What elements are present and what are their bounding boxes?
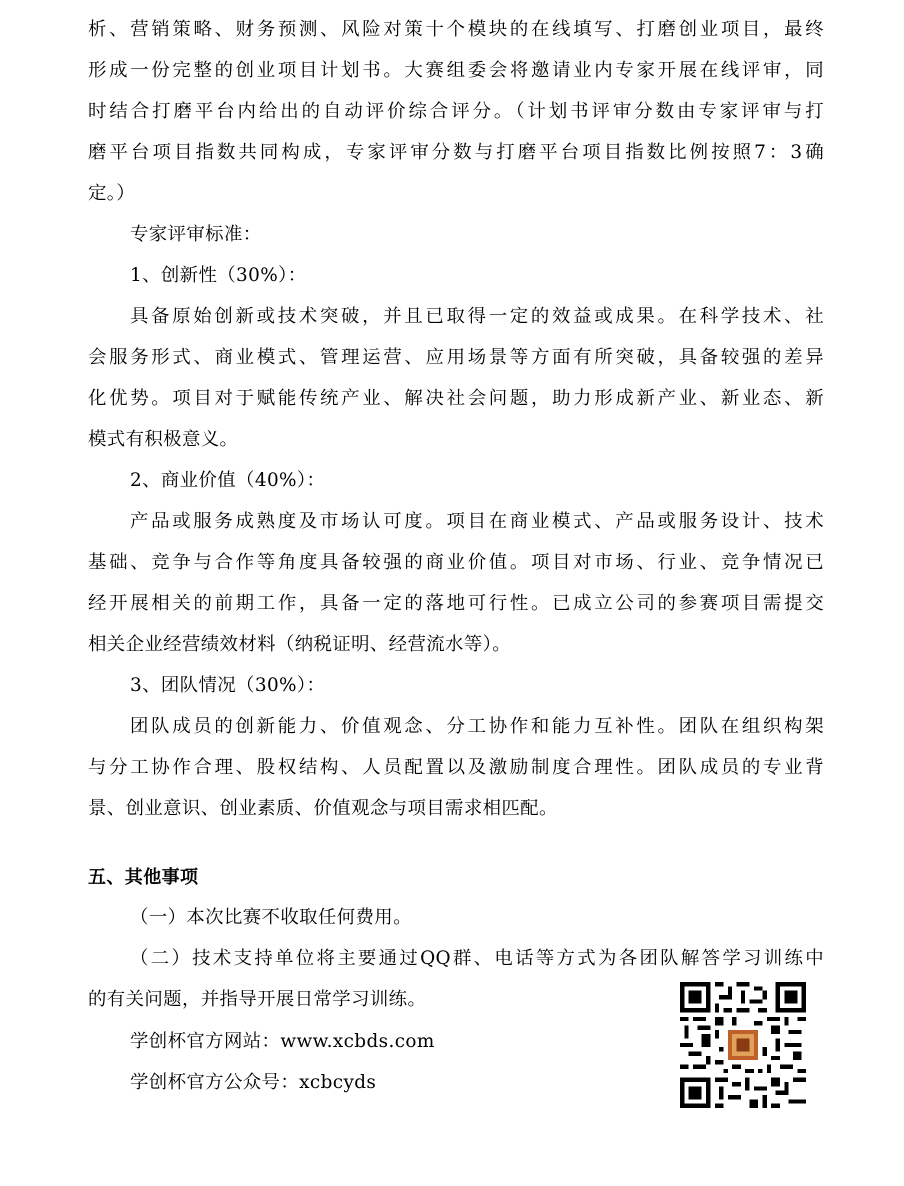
criterion-1-line-4: 模式有积极意义。	[88, 429, 239, 450]
intro-line-2: 形成一份完整的创业项目计划书。大赛组委会将邀请业内专家开展在线评审，同	[88, 60, 824, 81]
qr-code-icon	[680, 982, 806, 1108]
official-website: 学创杯官方网站：www.xcbds.com	[130, 1031, 435, 1052]
official-wechat-account: 学创杯官方公众号：xcbcyds	[130, 1072, 377, 1093]
intro-line-3: 时结合打磨平台内给出的自动评价综合评分。（计划书评审分数由专家评审与打	[88, 101, 824, 122]
criterion-3-line-2: 与分工协作合理、股权结构、人员配置以及激励制度合理性。团队成员的专业背	[88, 757, 824, 778]
criterion-3-line-3: 景、创业意识、创业素质、价值观念与项目需求相匹配。	[88, 798, 558, 819]
criterion-3-title: 3、团队情况（30%）：	[130, 675, 326, 696]
criterion-2-line-1: 产品或服务成熟度及市场认可度。项目在商业模式、产品或服务设计、技术	[130, 511, 824, 532]
other-item-1: （一）本次比赛不收取任何费用。	[130, 907, 412, 928]
criteria-title: 专家评审标准：	[130, 224, 262, 245]
criterion-2-line-4: 相关企业经营绩效材料（纳税证明、经营流水等）。	[88, 634, 511, 655]
criterion-3-line-1: 团队成员的创新能力、价值观念、分工协作和能力互补性。团队在组织构架	[130, 716, 824, 737]
criterion-2-title: 2、商业价值（40%）：	[130, 470, 326, 491]
intro-line-5: 定。）	[88, 183, 136, 204]
intro-line-4: 磨平台项目指数共同构成，专家评审分数与打磨平台项目指数比例按照7：3确	[88, 142, 824, 163]
criterion-1-line-2: 会服务形式、商业模式、管理运营、应用场景等方面有所突破，具备较强的差异	[88, 347, 824, 368]
other-item-2-line-1: （二）技术支持单位将主要通过QQ群、电话等方式为各团队解答学习训练中	[130, 948, 824, 969]
criterion-2-line-2: 基础、竞争与合作等角度具备较强的商业价值。项目对市场、行业、竞争情况已	[88, 552, 824, 573]
criterion-2-line-3: 经开展相关的前期工作，具备一定的落地可行性。已成立公司的参赛项目需提交	[88, 593, 824, 614]
criterion-1-line-1: 具备原始创新或技术突破，并且已取得一定的效益或成果。在科学技术、社	[130, 306, 824, 327]
intro-line-1: 析、营销策略、财务预测、风险对策十个模块的在线填写、打磨创业项目，最终	[88, 19, 824, 40]
other-item-2-line-2: 的有关问题，并指导开展日常学习训练。	[88, 989, 427, 1010]
section-5-heading: 五、其他事项	[88, 867, 199, 888]
criterion-1-line-3: 化优势。项目对于赋能传统产业、解决社会问题，助力形成新产业、新业态、新	[88, 388, 824, 409]
criterion-1-title: 1、创新性（30%）：	[130, 265, 307, 286]
